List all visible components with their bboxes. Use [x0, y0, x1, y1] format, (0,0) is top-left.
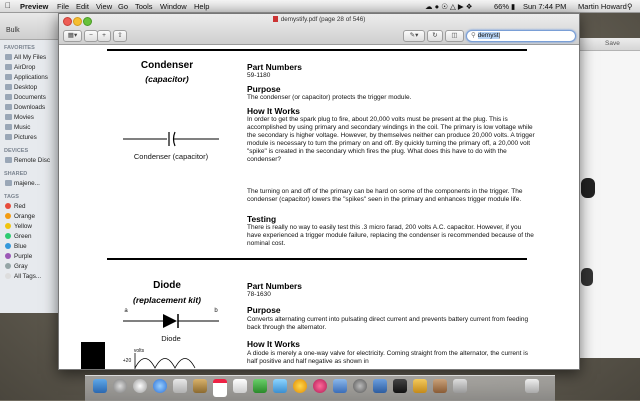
mission-control-dock-icon[interactable] [133, 379, 147, 393]
battery-icon[interactable]: ▮ [511, 1, 516, 11]
rotate-button[interactable]: ↻ [427, 30, 443, 42]
finder-window [0, 13, 61, 313]
folder-icon [5, 114, 12, 120]
tag-dot-icon [5, 273, 11, 279]
diode-lead-b: b [214, 308, 218, 314]
status-icons[interactable]: ☁ ● ☉ △ ▶ ❖ [425, 1, 473, 11]
folder-icon [5, 54, 12, 60]
black-block [81, 342, 105, 369]
search-icon: ⚲ [471, 32, 476, 39]
diode-symbol-icon [121, 313, 221, 329]
sidebar-item-downloads[interactable]: Downloads [0, 103, 60, 113]
condenser-symbol-label: Condenser (capacitor) [133, 152, 209, 161]
notes-dock-icon[interactable] [413, 379, 427, 393]
diode-symbol-label: Diode [161, 334, 181, 343]
condenser-how-heading: How It Works [247, 106, 300, 116]
diode-lead-a: a [124, 308, 128, 314]
condenser-part-numbers-heading: Part Numbers [247, 62, 302, 72]
menu-view[interactable]: View [96, 1, 113, 11]
menu-help[interactable]: Help [194, 1, 210, 11]
finder-dock-icon[interactable] [93, 379, 107, 393]
sidebar-tag-green[interactable]: Green [0, 232, 60, 242]
diode-title: Diode [153, 280, 181, 291]
sidebar-tag-red[interactable]: Red [0, 202, 60, 212]
condenser-purpose-heading: Purpose [247, 84, 281, 94]
finder-back-label[interactable]: Bulk [6, 27, 20, 34]
sidebar-tag-orange[interactable]: Orange [0, 212, 60, 222]
section-divider [107, 49, 527, 51]
folder-dock-icon[interactable] [433, 379, 447, 393]
tag-dot-icon [5, 213, 11, 219]
share-button[interactable]: ⇧ [113, 30, 127, 42]
sidebar-item-movies[interactable]: Movies [0, 113, 60, 123]
sidebar-item-remote-disc[interactable]: Remote Disc [0, 156, 60, 166]
preview-dock-icon[interactable] [373, 379, 387, 393]
clock[interactable]: Sun 7:44 PM [523, 1, 567, 11]
messages-dock-icon[interactable] [253, 379, 267, 393]
sidebar-item-documents[interactable]: Documents [0, 93, 60, 103]
folder-icon [5, 94, 12, 100]
sidebar-item-airdrop[interactable]: AirDrop [0, 63, 60, 73]
tag-dot-icon [5, 203, 11, 209]
disc-icon [5, 157, 12, 163]
safari-dock-icon[interactable] [153, 379, 167, 393]
markup-pen-button[interactable]: ✎▾ [403, 30, 425, 42]
tag-dot-icon [5, 243, 11, 249]
condenser-title: Condenser [140, 60, 194, 71]
sidebar-item-applications[interactable]: Applications [0, 73, 60, 83]
sidebar-item-pictures[interactable]: Pictures [0, 133, 60, 143]
title-bar [59, 14, 579, 45]
tag-dot-icon [5, 263, 11, 269]
sidebar-header-tags: TAGS [4, 194, 19, 200]
sidebar-item-desktop[interactable]: Desktop [0, 83, 60, 93]
diode-purpose: Converts alternating current into pulsating direct current and prevents battery current from feeding back through the alternator. [247, 316, 529, 331]
finder-toolbar [0, 13, 60, 40]
system-preferences-dock-icon[interactable] [353, 379, 367, 393]
sidebar-tag-yellow[interactable]: Yellow [0, 222, 60, 232]
trash-dock-icon[interactable] [525, 379, 539, 393]
folder-icon [5, 134, 12, 140]
mail-dock-icon[interactable] [173, 379, 187, 393]
reminders-dock-icon[interactable] [233, 379, 247, 393]
diode-how-text: A diode is merely a one-way valve for electricity. Coming straight from the alternator, the current is half positive and half negative as shown in [247, 350, 528, 365]
search-input[interactable] [466, 30, 576, 42]
diode-part-numbers-heading: Part Numbers [247, 281, 302, 291]
search-caret: | [498, 32, 501, 39]
background-window-toolbar [579, 38, 640, 51]
tag-dot-icon [5, 223, 11, 229]
dock [85, 375, 555, 401]
zoom-out-button[interactable]: − [84, 30, 98, 42]
menu-file[interactable]: File [57, 1, 70, 11]
sidebar-tag-gray[interactable]: Gray [0, 262, 60, 272]
apple-menu-icon[interactable] [5, 1, 11, 10]
computer-icon [5, 180, 12, 186]
device-thumbnail [581, 268, 593, 286]
menu-edit[interactable]: Edit [76, 1, 89, 11]
condenser-how-text-2: The turning on and off of the primary can be hard on some of the components in the trigger. The condenser (capacitor) lowers the "spikes" seen in the primary and enhances trigger module life. [247, 188, 523, 203]
battery-percent[interactable]: 66% [494, 1, 510, 11]
sidebar-item-shared-computer[interactable]: majene... [0, 179, 60, 189]
sidebar-item-all-my-files[interactable]: All My Files [0, 53, 60, 63]
calendar-dock-icon[interactable] [213, 379, 227, 397]
waveform-graph [133, 353, 213, 369]
menu-bar [0, 0, 640, 13]
window-title: demystify.pdf (page 28 of 546) [59, 16, 579, 23]
sidebar-header-devices: DEVICES [4, 148, 29, 154]
diode-how-heading: How It Works [247, 339, 300, 349]
pdf-page[interactable] [59, 45, 579, 369]
terminal-dock-icon[interactable] [393, 379, 407, 393]
folder-icon [5, 64, 12, 70]
condenser-testing-text: There is really no way to easily test this .3 micro farad, 200 volts A.C. capacitor. However, if you have experienced a trigger module failure, replacing the condenser is recommended because of the nominal cost. [247, 224, 534, 247]
photos-dock-icon[interactable] [293, 379, 307, 393]
folder-icon [5, 104, 12, 110]
diode-part-numbers: 78-1630 [247, 291, 271, 298]
folder-icon [5, 84, 12, 90]
view-menu-button[interactable]: ▦▾ [63, 30, 82, 42]
menu-tools[interactable]: Tools [135, 1, 153, 11]
section-divider [107, 258, 527, 260]
diode-subtitle: (replacement kit) [132, 295, 202, 305]
facetime-dock-icon[interactable] [273, 379, 287, 393]
graph-volts-label: volts [133, 348, 145, 354]
preview-window [58, 13, 580, 370]
condenser-how-text: In order to get the spark plug to fire, about 20,000 volts must be present at the plug. This is accomplished by using primary and secondary windings in the coil. The primary is low voltage while the secondary is higher voltage. However, by themselves neither can produce 20,000 volts. A trigger module is necessary to turn the primary on and off. By quickly turning the primary off, a 20,000 volt "spike" is created in the secondary which fires the plug. What does this have to do with the condenser? [247, 116, 535, 163]
device-thumbnail [581, 178, 595, 198]
edit-toolbar-button[interactable]: ◫ [445, 30, 464, 42]
contacts-dock-icon[interactable] [193, 379, 207, 393]
menu-window[interactable]: Window [160, 1, 187, 11]
spotlight-icon[interactable]: ⚲ [627, 1, 633, 11]
condenser-part-numbers: 59-1180 [247, 72, 271, 79]
pdf-icon [273, 16, 278, 22]
condenser-purpose: The condenser (or capacitor) protects the trigger module. [247, 94, 412, 101]
sidebar-item-music[interactable]: Music [0, 123, 60, 133]
capacitor-symbol-icon [121, 131, 221, 147]
app-store-dock-icon[interactable] [333, 379, 347, 393]
user-name[interactable]: Martin Howard [578, 1, 627, 11]
launchpad-dock-icon[interactable] [113, 379, 127, 393]
zoom-in-button[interactable]: + [97, 30, 111, 42]
sidebar-header-favorites: FAVORITES [4, 45, 35, 51]
sidebar-tag-blue[interactable]: Blue [0, 242, 60, 252]
graph-tick-label: +20 [122, 358, 132, 364]
tag-dot-icon [5, 233, 11, 239]
sidebar-tag-all[interactable]: All Tags... [0, 272, 60, 282]
save-button[interactable]: Save [605, 40, 620, 47]
folder-icon [5, 74, 12, 80]
search-query: demyst [477, 32, 499, 39]
downloads-dock-icon[interactable] [453, 379, 467, 393]
tag-dot-icon [5, 253, 11, 259]
menu-app-name[interactable]: Preview [20, 1, 49, 11]
sidebar-tag-purple[interactable]: Purple [0, 252, 60, 262]
folder-icon [5, 124, 12, 130]
condenser-subtitle: (capacitor) [145, 74, 189, 84]
condenser-testing-heading: Testing [247, 214, 277, 224]
diode-purpose-heading: Purpose [247, 305, 281, 315]
menu-go[interactable]: Go [118, 1, 129, 11]
background-window [578, 38, 640, 358]
sidebar-header-shared: SHARED [4, 171, 28, 177]
itunes-dock-icon[interactable] [313, 379, 327, 393]
